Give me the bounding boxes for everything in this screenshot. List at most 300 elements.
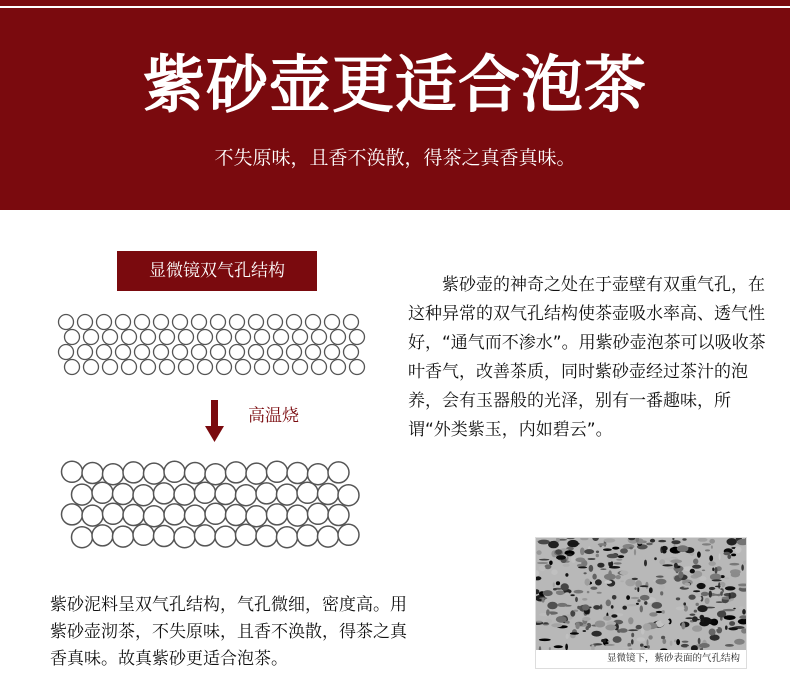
micrograph-speck — [701, 592, 709, 596]
large-pore-circle — [92, 525, 113, 546]
page-subtitle: 不失原味，且香不涣散，得茶之真香真味。 — [214, 147, 576, 169]
micrograph-speck — [591, 631, 601, 637]
micrograph-speck — [574, 590, 584, 594]
micrograph-speck — [693, 559, 698, 565]
micrograph-speck — [662, 610, 665, 614]
micrograph-speck — [677, 545, 689, 552]
micrograph-speck — [637, 599, 640, 602]
micrograph-speck — [712, 596, 719, 599]
small-pore-circle — [287, 345, 302, 360]
large-pore-circle — [215, 484, 236, 505]
large-pore-circle — [338, 485, 359, 506]
micrograph-speck — [742, 609, 746, 615]
micrograph-speck — [644, 601, 647, 605]
micrograph-speck — [629, 547, 633, 550]
micrograph-speck — [592, 603, 594, 606]
micrograph-speck — [735, 546, 742, 553]
large-pore-circle — [154, 483, 175, 504]
micrograph-speck — [684, 583, 690, 586]
micrograph-speck — [643, 623, 652, 630]
micrograph-speck — [543, 622, 548, 624]
diagram-label: 显微镜双气孔结构 — [117, 251, 317, 291]
micrograph-speck — [575, 622, 579, 629]
micrograph-speck — [741, 564, 744, 570]
micrograph-speck — [551, 569, 557, 575]
large-pore-circle — [318, 526, 339, 547]
micrograph-speck — [603, 548, 612, 551]
banner-top-rule — [0, 6, 790, 8]
micrograph-speck — [676, 607, 685, 611]
micrograph-speck — [628, 617, 633, 624]
large-pore-circle — [297, 482, 318, 503]
micrograph-speck — [620, 571, 629, 576]
micrograph-speck — [702, 618, 704, 623]
micrograph-speck — [637, 587, 639, 592]
micrograph-speck — [719, 553, 721, 560]
header-banner — [0, 0, 790, 210]
micrograph-speck — [543, 590, 553, 596]
micrograph-speck — [577, 606, 580, 609]
pore-structure-diagram — [0, 290, 400, 560]
micrograph-speck — [725, 586, 736, 590]
micrograph-speck — [607, 558, 612, 563]
micrograph-speck — [626, 604, 637, 606]
micrograph-speck — [567, 553, 572, 556]
micrograph-speck — [588, 558, 596, 560]
micrograph-speck — [731, 572, 740, 577]
large-pore-circle — [205, 503, 226, 524]
micrograph-speck — [557, 603, 567, 607]
large-pore-circle — [103, 464, 124, 485]
micrograph-speck — [636, 637, 645, 641]
arrow-label: 高温烧 — [248, 406, 299, 426]
micrograph-speck — [628, 629, 638, 631]
small-pore-circle — [141, 330, 156, 345]
small-pore-circle — [84, 330, 99, 345]
micrograph-speck — [614, 562, 622, 564]
micrograph-speck — [607, 554, 619, 559]
micrograph-speck — [697, 605, 707, 612]
micrograph-speck — [549, 561, 553, 566]
small-pore-circle — [350, 360, 365, 375]
micrograph-speck — [731, 554, 736, 557]
micrograph-speck — [565, 592, 570, 595]
micrograph-speck — [683, 602, 686, 605]
micrograph-speck — [571, 556, 576, 563]
large-pore-circle — [82, 505, 103, 526]
micrograph-speck — [674, 563, 678, 569]
large-pore-circle — [62, 461, 83, 482]
small-pore-circle — [135, 315, 150, 330]
micrograph-speck — [597, 563, 604, 568]
large-pore-circle — [338, 524, 359, 545]
small-pore-circle — [84, 360, 99, 375]
micrograph-speck — [596, 551, 599, 554]
micrograph-speck — [689, 595, 696, 600]
micrograph-speck — [693, 590, 700, 592]
small-pore-circle — [350, 330, 365, 345]
micrograph-speck — [702, 570, 705, 572]
large-pore-circle — [277, 527, 298, 548]
micrograph-speck — [711, 545, 713, 548]
micrograph-speck — [640, 585, 648, 587]
micrograph-speck — [611, 614, 617, 618]
micrograph-speck — [729, 563, 739, 566]
micrograph-speck — [618, 555, 624, 558]
large-pore-circle — [133, 524, 154, 545]
small-pore-circle — [249, 345, 264, 360]
micrograph-speck — [699, 643, 710, 648]
micrograph-speck — [724, 577, 730, 579]
micrograph-speck — [566, 634, 569, 639]
small-circle-grid — [59, 315, 365, 375]
small-pore-circle — [287, 315, 302, 330]
micrograph-speck — [578, 566, 587, 568]
large-pore-circle — [123, 462, 144, 483]
large-pore-circle — [195, 482, 216, 503]
micrograph-speck — [585, 579, 591, 586]
small-pore-circle — [236, 360, 251, 375]
large-pore-circle — [328, 462, 349, 483]
small-pore-circle — [59, 345, 74, 360]
small-pore-circle — [154, 315, 169, 330]
small-pore-circle — [78, 345, 93, 360]
large-pore-circle — [236, 524, 257, 545]
micrograph-speck — [705, 598, 710, 604]
large-pore-circle — [215, 526, 236, 547]
micrograph-speck — [595, 621, 606, 628]
large-pore-circle — [92, 482, 113, 503]
small-pore-circle — [268, 315, 283, 330]
micrograph-speck — [661, 546, 667, 551]
large-pore-circle — [287, 505, 308, 526]
large-pore-circle — [297, 525, 318, 546]
micrograph-speck — [570, 632, 579, 635]
small-pore-circle — [103, 330, 118, 345]
small-pore-circle — [141, 360, 156, 375]
micrograph-speck — [612, 595, 617, 600]
micrograph-speck — [705, 549, 710, 551]
micrograph-speck — [609, 566, 620, 569]
small-pore-circle — [211, 345, 226, 360]
small-pore-circle — [116, 345, 131, 360]
micrograph-speck — [645, 582, 648, 589]
large-pore-circle — [318, 484, 339, 505]
micrograph-speck — [676, 597, 680, 600]
micrograph-speck — [649, 587, 653, 593]
micrograph-speck — [546, 609, 550, 616]
large-pore-circle — [226, 505, 247, 526]
micrograph-speck — [538, 540, 550, 545]
micrograph-speck — [605, 644, 615, 646]
micrograph-speck — [593, 605, 600, 610]
large-pore-circle — [267, 504, 288, 525]
micrograph-speck — [582, 617, 590, 621]
micrograph-speck — [715, 627, 718, 629]
micrograph-speck — [692, 565, 701, 569]
micrograph-speck — [580, 548, 585, 556]
micrograph-speck — [607, 641, 610, 643]
small-pore-circle — [255, 360, 270, 375]
micrograph-speck — [696, 596, 701, 601]
micrograph-speck — [697, 583, 706, 589]
small-pore-circle — [192, 345, 207, 360]
micrograph-speck — [729, 621, 735, 626]
micrograph-speck — [631, 597, 640, 599]
micrograph-speck — [635, 587, 637, 590]
micrograph-speck — [605, 625, 616, 631]
large-pore-circle — [174, 527, 195, 548]
micrograph-speck — [694, 610, 697, 613]
micrograph-speck — [690, 614, 696, 616]
small-pore-circle — [116, 315, 131, 330]
small-pore-circle — [103, 360, 118, 375]
micrograph-speck — [590, 587, 597, 590]
micrograph-speck — [616, 559, 622, 561]
micrograph-speck — [727, 538, 737, 545]
micrograph-speck — [586, 626, 589, 630]
micrograph-speck — [644, 560, 647, 567]
micrograph-speck — [685, 617, 693, 619]
large-pore-circle — [267, 461, 288, 482]
small-pore-circle — [192, 315, 207, 330]
small-pore-circle — [325, 315, 340, 330]
micrograph-speck — [656, 579, 667, 585]
micrograph-speck — [570, 594, 574, 596]
micrograph-speck — [663, 575, 665, 577]
micrograph-texture — [536, 538, 746, 650]
micrograph-speck — [662, 639, 666, 644]
small-pore-circle — [198, 330, 213, 345]
large-pore-circle — [246, 506, 267, 527]
micrograph-speck — [604, 580, 612, 584]
micrograph-speck — [671, 540, 680, 544]
small-pore-circle — [217, 330, 232, 345]
micrograph-image — [535, 537, 747, 669]
small-pore-circle — [179, 330, 194, 345]
large-pore-circle — [256, 483, 277, 504]
small-pore-circle — [135, 345, 150, 360]
small-pore-circle — [198, 360, 213, 375]
micrograph-speck — [622, 606, 627, 610]
micrograph-speck — [710, 635, 720, 641]
small-pore-circle — [293, 360, 308, 375]
micrograph-speck — [539, 639, 551, 642]
small-pore-circle — [274, 330, 289, 345]
micrograph-speck — [556, 581, 560, 585]
micrograph-speck — [547, 602, 557, 609]
micrograph-speck — [592, 574, 596, 580]
small-pore-circle — [78, 315, 93, 330]
large-pore-circle — [226, 462, 247, 483]
micrograph-speck — [565, 621, 569, 623]
micrograph-speck — [631, 633, 634, 638]
micrograph-speck — [598, 543, 607, 546]
micrograph-speck — [553, 588, 557, 590]
small-pore-circle — [160, 360, 175, 375]
micrograph-speck — [678, 571, 683, 578]
micrograph-speck — [712, 568, 714, 572]
micrograph-speck — [709, 591, 712, 598]
micrograph-speck — [626, 595, 630, 600]
micrograph-speck — [715, 567, 718, 574]
large-pore-circle — [246, 463, 267, 484]
small-pore-circle — [59, 315, 74, 330]
micrograph-speck — [640, 605, 643, 612]
micrograph-speck — [654, 557, 657, 560]
micrograph-speck — [539, 559, 549, 561]
small-pore-circle — [312, 360, 327, 375]
small-pore-circle — [65, 330, 80, 345]
micrograph-speck — [660, 591, 663, 595]
small-pore-circle — [249, 315, 264, 330]
large-pore-circle — [113, 526, 134, 547]
large-pore-circle — [154, 526, 175, 547]
micrograph-speck — [582, 604, 589, 610]
micrograph-speck — [729, 593, 731, 599]
micrograph-speck — [692, 616, 698, 622]
micrograph-speck — [636, 625, 642, 629]
bottom-paragraph: 紫砂泥料呈双气孔结构，气孔微细，密度高。用紫砂壶沏茶，不失原味，且香不涣散，得茶之真香真味。故真紫砂更适合泡茶。 — [50, 595, 407, 669]
micrograph-speck — [611, 605, 614, 609]
micrograph-speck — [565, 573, 568, 577]
micrograph-speck — [587, 591, 590, 593]
micrograph-speck — [696, 603, 699, 606]
small-pore-circle — [154, 345, 169, 360]
micrograph-speck — [681, 622, 685, 629]
large-pore-circle — [164, 461, 185, 482]
micrograph-speck — [699, 576, 706, 581]
micrograph-speck — [640, 595, 650, 601]
micrograph-speck — [575, 558, 585, 563]
micrograph-speck — [697, 551, 701, 557]
micrograph-speck — [670, 641, 673, 646]
micrograph-speck — [715, 586, 721, 588]
micrograph-speck — [555, 549, 562, 554]
micrograph-speck — [725, 644, 734, 647]
large-pore-circle — [164, 504, 185, 525]
micrograph-speck — [584, 572, 587, 574]
large-pore-circle — [308, 503, 329, 524]
micrograph-speck — [561, 583, 569, 590]
large-pore-circle — [144, 506, 165, 527]
micrograph-speck — [723, 609, 735, 611]
micrograph-speck — [548, 541, 559, 548]
micrograph-speck — [569, 543, 580, 545]
micrograph-speck — [709, 561, 716, 566]
small-pore-circle — [173, 345, 188, 360]
large-pore-circle — [256, 526, 277, 547]
micrograph-speck — [596, 554, 599, 557]
micrograph-speck — [728, 627, 738, 630]
small-pore-circle — [293, 330, 308, 345]
large-pore-circle — [195, 525, 216, 546]
micrograph-speck — [676, 639, 680, 645]
micrograph-speck — [537, 562, 548, 564]
small-pore-circle — [331, 330, 346, 345]
micrograph-speck — [556, 591, 565, 596]
micrograph-speck — [718, 582, 720, 589]
micrograph-speck — [656, 576, 664, 578]
small-pore-circle — [122, 330, 137, 345]
small-pore-circle — [122, 360, 137, 375]
large-pore-circle — [205, 464, 226, 485]
micrograph-speck — [658, 540, 666, 542]
micrograph-speck — [698, 638, 701, 644]
large-pore-circle — [328, 505, 349, 526]
micrograph-speck — [648, 635, 652, 639]
small-pore-circle — [160, 330, 175, 345]
micrograph-speck — [583, 630, 587, 632]
large-pore-circle — [72, 527, 93, 548]
micrograph-speck — [631, 639, 634, 644]
large-pore-circle — [174, 484, 195, 505]
small-pore-circle — [230, 345, 245, 360]
micrograph-speck — [620, 548, 628, 553]
micrograph-speck — [600, 568, 606, 570]
large-pore-circle — [287, 463, 308, 484]
micrograph-speck — [733, 608, 736, 610]
micrograph-speck — [682, 641, 689, 643]
micrograph-speck — [622, 647, 634, 649]
micrograph-speck — [724, 615, 736, 620]
small-pore-circle — [331, 360, 346, 375]
small-pore-circle — [312, 330, 327, 345]
micrograph-speck — [661, 619, 670, 624]
large-pore-circle — [133, 485, 154, 506]
small-pore-circle — [230, 315, 245, 330]
large-pore-circle — [72, 484, 93, 505]
micrograph-speck — [553, 582, 555, 587]
micrograph-speck — [551, 623, 562, 627]
micrograph-speck — [670, 559, 682, 563]
micrograph-speck — [595, 579, 602, 585]
large-pore-circle — [236, 485, 257, 506]
large-pore-circle — [308, 464, 329, 485]
small-pore-circle — [97, 345, 112, 360]
micrograph-speck — [604, 538, 616, 542]
down-arrow-icon — [205, 400, 224, 442]
large-circle-grid — [62, 461, 360, 547]
micrograph-speck — [720, 591, 723, 596]
small-pore-circle — [325, 345, 340, 360]
micrograph-speck — [606, 600, 611, 607]
large-pore-circle — [62, 504, 83, 525]
small-pore-circle — [97, 315, 112, 330]
large-pore-circle — [277, 484, 298, 505]
micrograph-speck — [723, 552, 730, 555]
micrograph-speck — [690, 569, 695, 574]
micrograph-speck — [652, 602, 663, 609]
micrograph-speck — [650, 539, 655, 543]
micrograph-speck — [582, 598, 587, 601]
description-paragraph: 紫砂壶的神奇之处在于壶壁有双重气孔，在这种异常的双气孔结构使茶壶吸水率高、透气性好，“通气而不渗水”。用紫砂壶泡茶可以吸收茶叶香气，改善茶质，同时紫砂壶经过茶汁的泡养，会有玉器般的光泽，别有一番趣味，所谓“外类紫玉，内如碧云”。 — [408, 275, 766, 440]
micrograph-speck — [662, 564, 673, 566]
small-pore-circle — [255, 330, 270, 345]
micrograph-speck — [702, 543, 711, 545]
small-pore-circle — [173, 315, 188, 330]
page-title: 紫砂壶更适合泡茶 — [142, 48, 647, 121]
micrograph-speck — [584, 549, 594, 554]
small-pore-circle — [65, 360, 80, 375]
small-pore-circle — [211, 315, 226, 330]
micrograph-speck — [604, 574, 616, 580]
micrograph-speck — [659, 559, 665, 565]
micrograph-speck — [612, 547, 619, 550]
large-pore-circle — [144, 463, 165, 484]
micrograph-speck — [538, 582, 545, 584]
micrograph-speck — [647, 639, 649, 646]
